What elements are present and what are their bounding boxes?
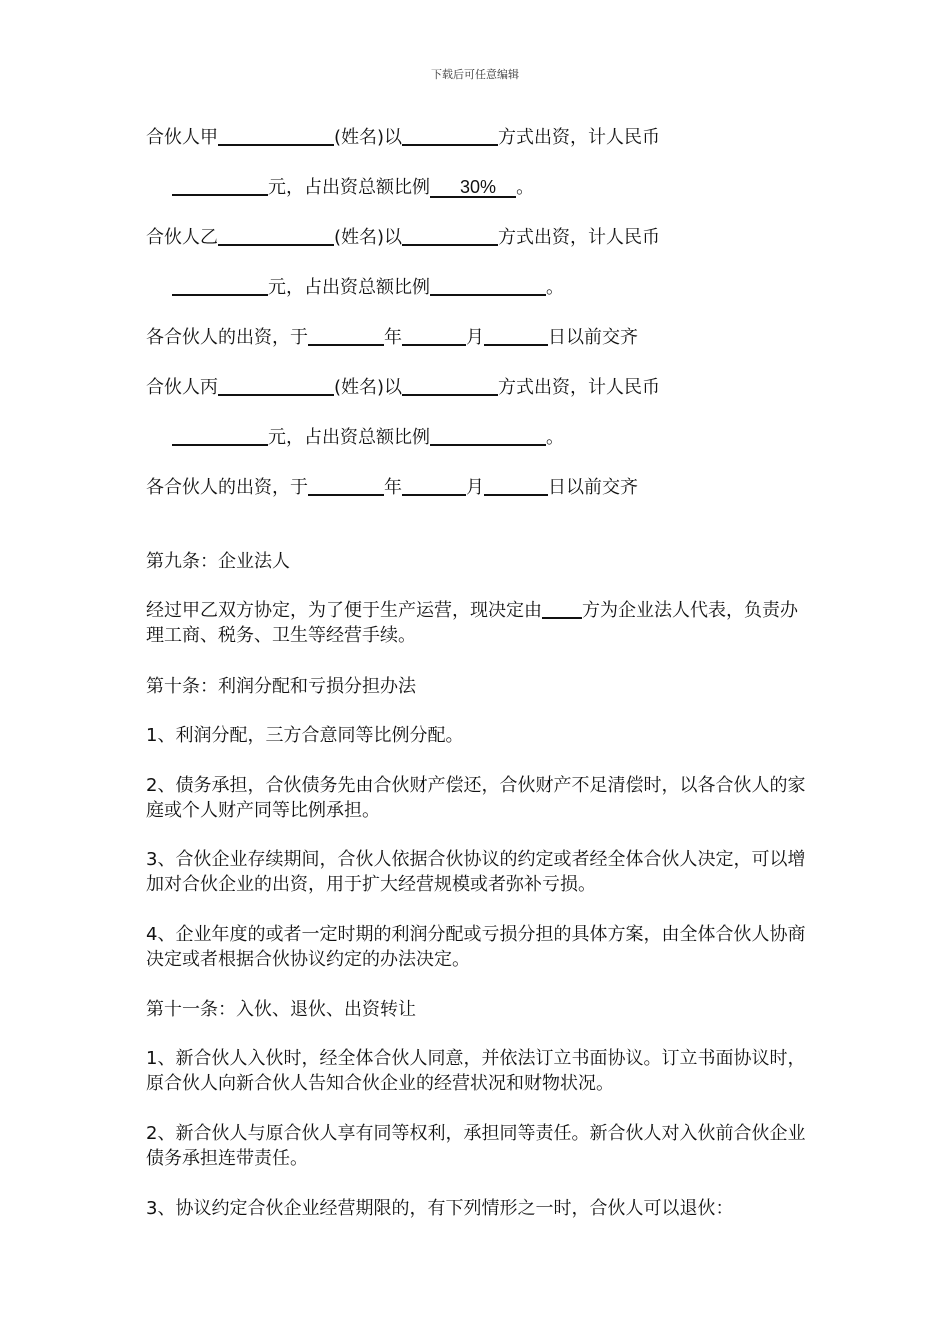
partner-a-line: [146, 126, 660, 149]
page-header-note: 下载后可任意编辑: [431, 68, 519, 81]
partner-b-ratio-blank[interactable]: [430, 276, 546, 296]
partner-c-unit-text: 元，占出资总额比例: [268, 427, 430, 448]
deadline-1-day-blank[interactable]: [484, 326, 548, 346]
deadline-2-prefix: 各合伙人的出资，于: [146, 477, 308, 498]
deadline-2-day-blank[interactable]: [484, 476, 548, 496]
partner-a-ratio-field[interactable]: [430, 178, 516, 198]
partner-c-ratio-blank[interactable]: [430, 426, 546, 446]
partner-c-line: [146, 376, 660, 399]
article-9-title: 第九条：企业法人: [146, 551, 290, 572]
partner-a-ratio: 30%: [460, 177, 497, 197]
partner-b-name-hint: (姓名)以: [334, 227, 403, 248]
partner-a-name-blank[interactable]: [218, 126, 334, 146]
partner-c-end: 。: [546, 427, 564, 448]
partner-a-end: 。: [516, 177, 535, 198]
article-11-item-1: 1、新合伙人入伙时，经全体合伙人同意，并依法订立书面协议。订立书面协议时，原合伙人向新合伙人告知合伙企业的经营状况和财物状况。: [146, 1048, 806, 1094]
deadline-2-day: 日以前交齐: [548, 477, 638, 498]
article-9-body: [146, 598, 808, 648]
partner-b-label: 合伙人乙: [146, 227, 218, 248]
deadline-2-month-blank[interactable]: [402, 476, 466, 496]
partner-b-line: [146, 226, 660, 249]
deadline-1-year: 年: [384, 327, 402, 348]
deadline-1-year-blank[interactable]: [308, 326, 384, 346]
partner-b-amount-line: [172, 276, 564, 299]
partner-a-label: 合伙人甲: [146, 127, 218, 148]
partner-c-label: 合伙人丙: [146, 377, 218, 398]
deadline-1-month: 月: [466, 327, 484, 348]
partner-b-method-blank[interactable]: [402, 226, 498, 246]
partner-b-end: 。: [546, 277, 564, 298]
partner-c-method-text: 方式出资，计人民币: [498, 377, 661, 398]
article-9-body-end: 方为企业法人代表，负责办理工商、税务、卫生等经营手续。: [146, 600, 798, 646]
partner-c-amount-blank[interactable]: [172, 426, 268, 446]
article-10-title: 第十条：利润分配和亏损分担办法: [146, 676, 416, 697]
partner-b-amount-blank[interactable]: [172, 276, 268, 296]
partner-c-method-blank[interactable]: [402, 376, 498, 396]
partner-a-amount-blank[interactable]: [172, 176, 268, 196]
article-10-item-3: 3、合伙企业存续期间，合伙人依据合伙协议的约定或者经全体合伙人决定，可以增加对合伙企业的出资，用于扩大经营规模或者弥补亏损。: [146, 849, 806, 895]
partner-a-method-text: 方式出资，计人民币: [498, 127, 661, 148]
deadline-1-day: 日以前交齐: [548, 327, 638, 348]
partner-a-method-blank[interactable]: [402, 126, 498, 146]
partner-b-name-blank[interactable]: [218, 226, 334, 246]
partner-a-unit-text: 元，占出资总额比例: [268, 177, 430, 198]
deadline-2-year: 年: [384, 477, 402, 498]
deadline-line-1: [146, 326, 638, 349]
article-11-title: 第十一条：入伙、退伙、出资转让: [146, 999, 416, 1020]
article-10-item-4: 4、企业年度的或者一定时期的利润分配或亏损分担的具体方案，由全体合伙人协商决定或者根据合伙协议约定的办法决定。: [146, 924, 806, 970]
article-10-item-2: 2、债务承担，合伙债务先由合伙财产偿还，合伙财产不足清偿时，以各合伙人的家庭或个人财产同等比例承担。: [146, 775, 806, 821]
partner-c-name-hint: (姓名)以: [334, 377, 403, 398]
article-9-party-blank[interactable]: [542, 599, 582, 619]
partner-a-name-hint: (姓名)以: [334, 127, 403, 148]
deadline-2-year-blank[interactable]: [308, 476, 384, 496]
article-11-item-2: 2、新合伙人与原合伙人享有同等权利，承担同等责任。新合伙人对入伙前合伙企业债务承担连带责任。: [146, 1123, 806, 1169]
article-9-body-start: 经过甲乙双方协定，为了便于生产运营，现决定由: [146, 600, 542, 621]
deadline-2-month: 月: [466, 477, 484, 498]
partner-c-amount-line: [172, 426, 564, 449]
article-10-item-1: 1、利润分配，三方合意同等比例分配。: [146, 725, 464, 746]
partner-b-unit-text: 元，占出资总额比例: [268, 277, 430, 298]
deadline-line-2: [146, 476, 638, 499]
deadline-1-month-blank[interactable]: [402, 326, 466, 346]
article-11-item-3: 3、协议约定合伙企业经营期限的，有下列情形之一时，合伙人可以退伙：: [146, 1198, 734, 1219]
partner-a-amount-line: [172, 176, 534, 199]
partner-b-method-text: 方式出资，计人民币: [498, 227, 661, 248]
deadline-1-prefix: 各合伙人的出资，于: [146, 327, 308, 348]
partner-c-name-blank[interactable]: [218, 376, 334, 396]
